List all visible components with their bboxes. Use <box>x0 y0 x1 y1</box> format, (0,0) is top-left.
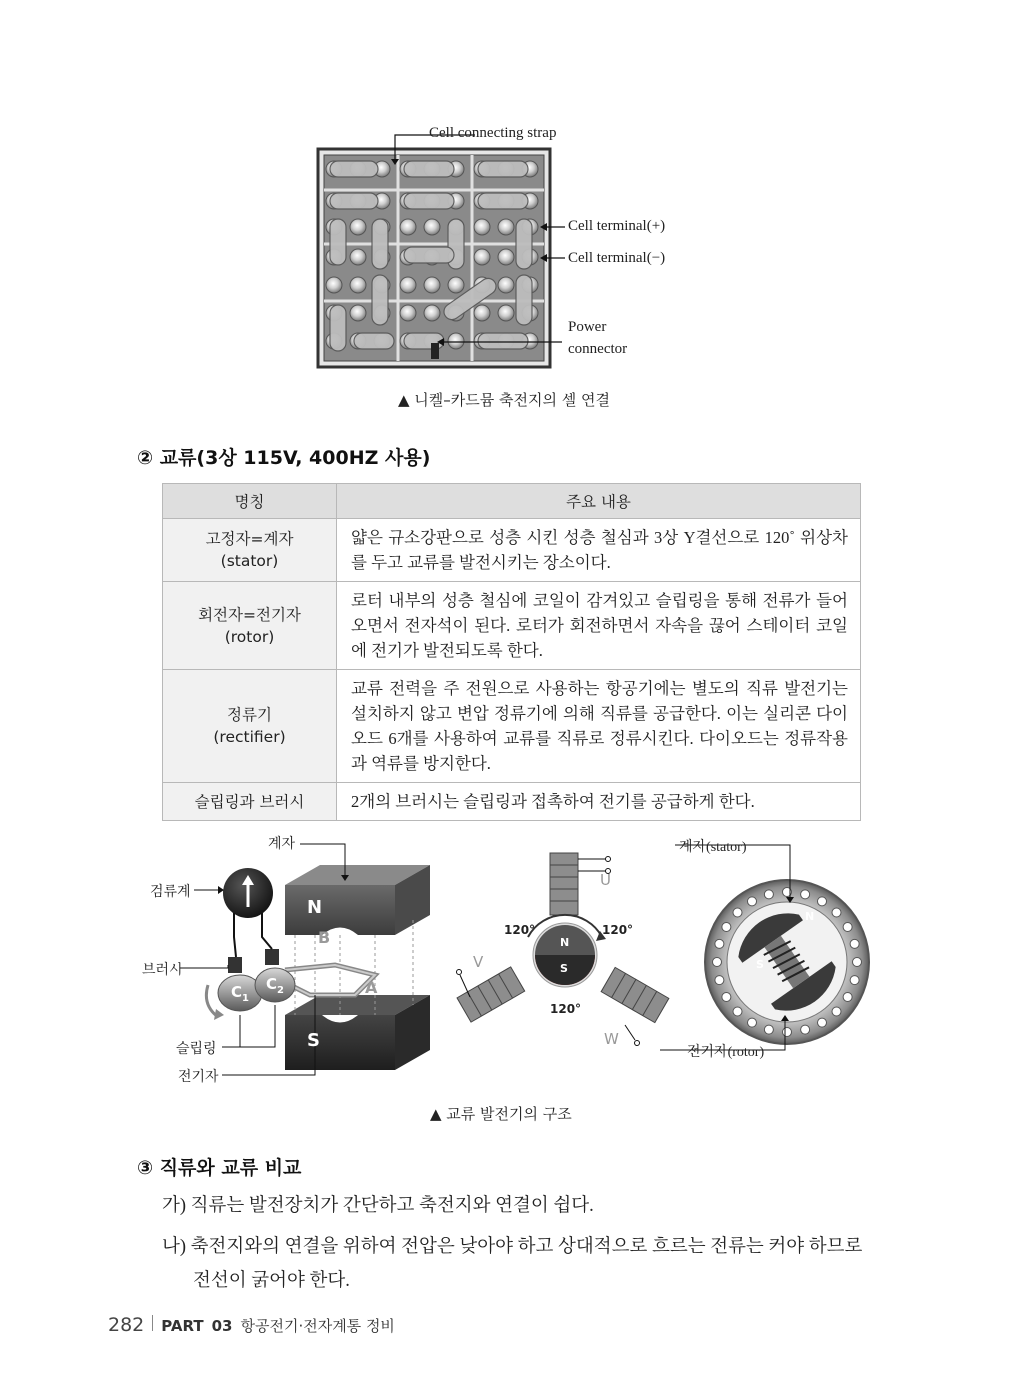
cell-terminal <box>498 305 514 321</box>
phase-u-label: U <box>600 871 611 889</box>
table-row <box>163 670 861 783</box>
row-name-line2: (rotor) <box>224 627 275 646</box>
magnet-s-label: S <box>307 1030 320 1051</box>
section3-title: ③ 직류와 교류 비교 <box>137 1157 302 1179</box>
stator-slot <box>715 976 724 985</box>
stator-slot <box>843 923 852 932</box>
rotor-n-label: N <box>560 936 570 949</box>
list-item <box>162 1191 594 1217</box>
angle-label-bottom: 120° <box>550 1002 582 1016</box>
angle-label-right: 120° <box>602 923 634 937</box>
label-stator: 계자(stator) <box>679 840 747 855</box>
c1-sub: 1 <box>242 993 249 1004</box>
stator-rotor-section <box>660 845 869 1050</box>
section-n-label: N <box>805 910 815 923</box>
stator-slot <box>783 1028 792 1037</box>
footer-chapter-title: 항공전기·전자계통 정비 <box>240 1317 395 1335</box>
row-name-line2: (stator) <box>220 552 279 570</box>
simple-generator <box>180 844 430 1075</box>
stator-slot <box>713 958 722 967</box>
page-number: 282 <box>108 1314 145 1336</box>
cell-terminal <box>424 305 440 321</box>
cell-terminal <box>498 277 514 293</box>
phase-w-label: W <box>604 1030 619 1048</box>
row-name-line1: 회전자=전기자 <box>198 605 301 624</box>
c1-letter: C <box>231 983 243 1001</box>
cell-terminal <box>448 277 464 293</box>
stator-slot <box>818 1018 827 1027</box>
table-cell-description: 얇은 규소강판으로 성층 시킨 성층 철심과 3상 Y결선으로 120˚ 위상차를 두고 교류를 발전시키는 장소이다. <box>337 519 861 582</box>
table-row <box>163 783 861 821</box>
ac-components-table <box>162 483 861 821</box>
stator-slot <box>722 993 731 1002</box>
table-header-name: 명칭 <box>163 484 337 519</box>
slipring-c2-label <box>266 975 284 996</box>
footer-part-number: 03 <box>211 1317 233 1335</box>
table-row <box>163 519 861 582</box>
cell-terminal <box>498 219 514 235</box>
cell-terminal <box>474 219 490 235</box>
cell-terminal <box>474 249 490 265</box>
table-cell-description: 로터 내부의 성층 철심에 코일이 감겨있고 슬립링을 통해 전류가 들어오면서 전자석이 된다. 로터가 회전하면서 자속을 끊어 스테이터 코일에 전기가 발전되도록 한다. <box>337 582 861 670</box>
stator-slot <box>801 890 810 899</box>
label-cell-terminal-positive: Cell terminal(+) <box>568 218 666 234</box>
stator-slot <box>733 1007 742 1016</box>
phase-v-label: V <box>473 953 484 971</box>
stator-slot <box>843 993 852 1002</box>
label-galvanometer: 검류계 <box>150 884 191 900</box>
cell-terminal <box>350 219 366 235</box>
list-item-text: 축전지와의 연결을 위하여 전압은 낮아야 하고 상대적으로 흐르는 전류는 커야 하므로 <box>190 1237 863 1257</box>
stator-slot <box>722 923 731 932</box>
list-item-continuation: 전선이 굵어야 한다. <box>193 1271 350 1291</box>
stator-slot <box>748 897 757 906</box>
label-armature: 전기자 <box>178 1069 219 1085</box>
list-item <box>162 1232 867 1258</box>
coil-a-label: A <box>365 978 378 997</box>
cell-terminal <box>498 249 514 265</box>
generator-diagram <box>130 825 890 1090</box>
table-cell-name <box>163 519 337 582</box>
label-power: Power <box>568 319 607 335</box>
cell-terminal <box>424 277 440 293</box>
stator-slot <box>733 908 742 917</box>
label-connector: connector <box>568 341 628 357</box>
cell-terminal <box>326 277 342 293</box>
table-cell-name <box>163 582 337 670</box>
list-item-marker: 가) <box>162 1196 187 1216</box>
slipring-c1-label <box>231 983 249 1004</box>
stator-slot <box>748 1018 757 1027</box>
cell-terminal <box>350 277 366 293</box>
generator-figure <box>130 825 890 1090</box>
list-item-text: 직류는 발전장치가 간단하고 축전지와 연결이 쉽다. <box>190 1196 594 1216</box>
table-row <box>163 582 861 670</box>
c2-sub: 2 <box>277 985 284 996</box>
row-name-line1: 정류기 <box>227 706 272 724</box>
generator-figure-caption: ▲ 교류 발전기의 구조 <box>430 1105 572 1123</box>
section2-title: ② 교류(3상 115V, 400HZ 사용) <box>137 447 431 469</box>
row-name-line1: 고정자=계자 <box>205 530 294 548</box>
table-header-row <box>163 484 861 519</box>
page-footer <box>108 1314 395 1336</box>
stator-slot <box>715 939 724 948</box>
cell-terminal <box>400 277 416 293</box>
stator-slot <box>853 958 862 967</box>
row-name-line2: (rectifier) <box>213 728 286 746</box>
stator-slot <box>764 890 773 899</box>
stator-slot <box>764 1025 773 1034</box>
cell-terminal <box>424 219 440 235</box>
label-brush: 브러시 <box>142 962 183 978</box>
section-s-label: S <box>756 958 764 971</box>
c2-letter: C <box>266 975 278 993</box>
cell-terminal <box>350 305 366 321</box>
table-cell-description: 교류 전력을 주 전원으로 사용하는 항공기에는 별도의 직류 발전기는 설치하지 않고 변압 정류기에 의해 직류를 공급한다. 이는 실리콘 다이오드 6개를 사용하여 교류를 직류로 정류시킨다. 다이오드는 정류작용과 역류를 방지한다. <box>337 670 861 783</box>
three-phase-generator <box>457 853 669 1046</box>
stator-slot <box>850 976 859 985</box>
stator-slot <box>801 1025 810 1034</box>
magnet-n-label: N <box>307 897 323 918</box>
cell-terminal <box>474 305 490 321</box>
label-rotor: 전기자(rotor) <box>687 1045 765 1060</box>
footer-divider <box>152 1315 153 1331</box>
label-cell-connecting-strap: Cell connecting strap <box>429 125 557 141</box>
label-cell-terminal-negative: Cell terminal(−) <box>568 250 666 266</box>
battery-figure <box>300 115 720 375</box>
cell-terminal <box>350 249 366 265</box>
table-cell-name <box>163 670 337 783</box>
cell-terminal <box>400 305 416 321</box>
coil-b-label: B <box>318 928 331 947</box>
label-field: 계자 <box>268 836 296 852</box>
battery-diagram <box>300 115 720 375</box>
stator-slot <box>818 897 827 906</box>
battery-figure-caption: ▲ 니켈–카드뮴 축전지의 셀 연결 <box>398 391 610 409</box>
footer-part-label: PART <box>161 1317 204 1335</box>
stator-slot <box>850 939 859 948</box>
cell-terminal <box>400 219 416 235</box>
table-cell-name: 슬립링과 브러시 <box>163 783 337 821</box>
table-cell-description: 2개의 브러시는 슬립링과 접촉하여 전기를 공급하게 한다. <box>337 783 861 821</box>
rotor-s-label: S <box>560 962 568 975</box>
table-header-content: 주요 내용 <box>337 484 861 519</box>
cell-terminal <box>448 333 464 349</box>
stator-slot <box>832 908 841 917</box>
label-slipring: 슬립링 <box>176 1041 217 1057</box>
angle-label-left: 120° <box>504 923 536 937</box>
stator-slot <box>832 1007 841 1016</box>
list-item-marker: 나) <box>162 1237 187 1257</box>
